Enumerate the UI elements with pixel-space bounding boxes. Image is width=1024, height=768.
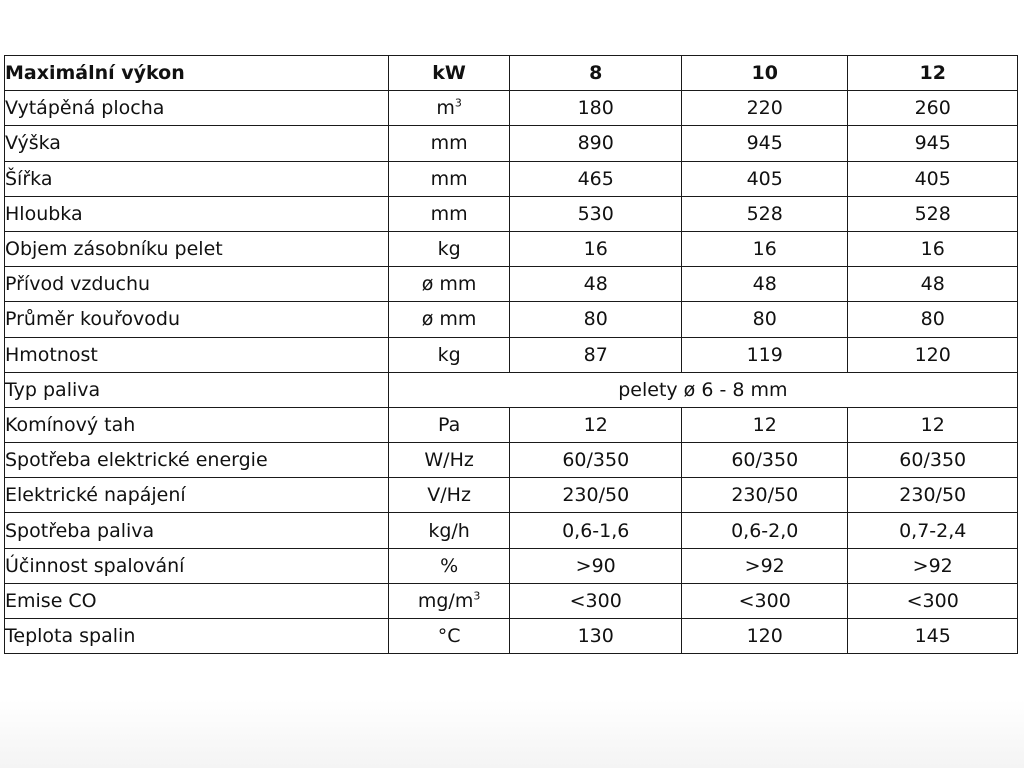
table-row — [5, 583, 1018, 618]
row-unit: °C — [388, 619, 510, 654]
row-value: 80 — [510, 302, 682, 337]
row-value: 405 — [682, 161, 848, 196]
row-value: 87 — [510, 337, 682, 372]
row-value: <300 — [510, 583, 682, 618]
row-value: 0,7-2,4 — [848, 513, 1018, 548]
row-value: 12 — [510, 407, 682, 442]
table-row — [5, 407, 1018, 442]
row-value: >92 — [682, 548, 848, 583]
header-value: 12 — [848, 56, 1018, 91]
row-param: Vytápěná plocha — [5, 91, 389, 126]
row-value: 48 — [682, 267, 848, 302]
row-value: 60/350 — [510, 443, 682, 478]
row-unit: ø mm — [388, 302, 510, 337]
row-param: Objem zásobníku pelet — [5, 231, 389, 266]
row-value: 0,6-1,6 — [510, 513, 682, 548]
row-param: Spotřeba elektrické energie — [5, 443, 389, 478]
row-param: Emise CO — [5, 583, 389, 618]
row-value: 945 — [848, 126, 1018, 161]
table-row — [5, 513, 1018, 548]
table-row — [5, 372, 1018, 407]
row-value: 528 — [682, 196, 848, 231]
table-row — [5, 619, 1018, 654]
unit-base: mg/m — [417, 589, 474, 612]
row-value: 119 — [682, 337, 848, 372]
row-param: Přívod vzduchu — [5, 267, 389, 302]
row-value: 12 — [682, 407, 848, 442]
row-param: Typ paliva — [5, 372, 389, 407]
row-value: 0,6-2,0 — [682, 513, 848, 548]
row-value: >90 — [510, 548, 682, 583]
row-unit — [388, 91, 510, 126]
table-row — [5, 267, 1018, 302]
row-param: Účinnost spalování — [5, 548, 389, 583]
row-param: Komínový tah — [5, 407, 389, 442]
row-value: 16 — [510, 231, 682, 266]
table-row — [5, 91, 1018, 126]
row-value: 220 — [682, 91, 848, 126]
header-value: 8 — [510, 56, 682, 91]
row-value: 405 — [848, 161, 1018, 196]
row-value: >92 — [848, 548, 1018, 583]
row-value: 530 — [510, 196, 682, 231]
row-unit: Pa — [388, 407, 510, 442]
row-value: 16 — [848, 231, 1018, 266]
row-value: 230/50 — [682, 478, 848, 513]
row-value: 80 — [682, 302, 848, 337]
row-param: Elektrické napájení — [5, 478, 389, 513]
fuel-type-merged-value: pelety ø 6 - 8 mm — [388, 372, 1017, 407]
row-value: 130 — [510, 619, 682, 654]
row-value: <300 — [682, 583, 848, 618]
row-value: 528 — [848, 196, 1018, 231]
row-param: Průměr kouřovodu — [5, 302, 389, 337]
row-unit: % — [388, 548, 510, 583]
row-value: 16 — [682, 231, 848, 266]
row-param: Teplota spalin — [5, 619, 389, 654]
header-value: 10 — [682, 56, 848, 91]
row-unit: mm — [388, 161, 510, 196]
row-value: 48 — [510, 267, 682, 302]
row-param: Hmotnost — [5, 337, 389, 372]
row-unit: kg — [388, 231, 510, 266]
unit-superscript: 3 — [473, 589, 481, 603]
row-value: 80 — [848, 302, 1018, 337]
row-value: 60/350 — [682, 443, 848, 478]
table-header-row — [5, 56, 1018, 91]
table-row — [5, 231, 1018, 266]
row-unit: kg — [388, 337, 510, 372]
unit-superscript: 3 — [454, 96, 462, 110]
row-value: 260 — [848, 91, 1018, 126]
spec-table — [4, 55, 1018, 654]
row-value: 180 — [510, 91, 682, 126]
row-value: 230/50 — [510, 478, 682, 513]
row-value: 465 — [510, 161, 682, 196]
unit-base: m — [436, 97, 455, 120]
header-unit: kW — [388, 56, 510, 91]
row-unit: kg/h — [388, 513, 510, 548]
row-value: 120 — [682, 619, 848, 654]
row-value: 890 — [510, 126, 682, 161]
table-row — [5, 126, 1018, 161]
row-value: 48 — [848, 267, 1018, 302]
row-unit: W/Hz — [388, 443, 510, 478]
row-value: 945 — [682, 126, 848, 161]
row-unit: V/Hz — [388, 478, 510, 513]
table-row — [5, 478, 1018, 513]
row-param: Šířka — [5, 161, 389, 196]
row-value: 120 — [848, 337, 1018, 372]
table-row — [5, 548, 1018, 583]
row-unit — [388, 583, 510, 618]
row-value: 230/50 — [848, 478, 1018, 513]
row-param: Výška — [5, 126, 389, 161]
row-unit: mm — [388, 126, 510, 161]
row-param: Spotřeba paliva — [5, 513, 389, 548]
row-value: 145 — [848, 619, 1018, 654]
table-row — [5, 196, 1018, 231]
row-value: 12 — [848, 407, 1018, 442]
table-row — [5, 337, 1018, 372]
table-row — [5, 443, 1018, 478]
row-param: Hloubka — [5, 196, 389, 231]
header-param: Maximální výkon — [5, 56, 389, 91]
row-unit: mm — [388, 196, 510, 231]
row-value: <300 — [848, 583, 1018, 618]
table-row — [5, 302, 1018, 337]
row-value: 60/350 — [848, 443, 1018, 478]
table-row — [5, 161, 1018, 196]
row-unit: ø mm — [388, 267, 510, 302]
